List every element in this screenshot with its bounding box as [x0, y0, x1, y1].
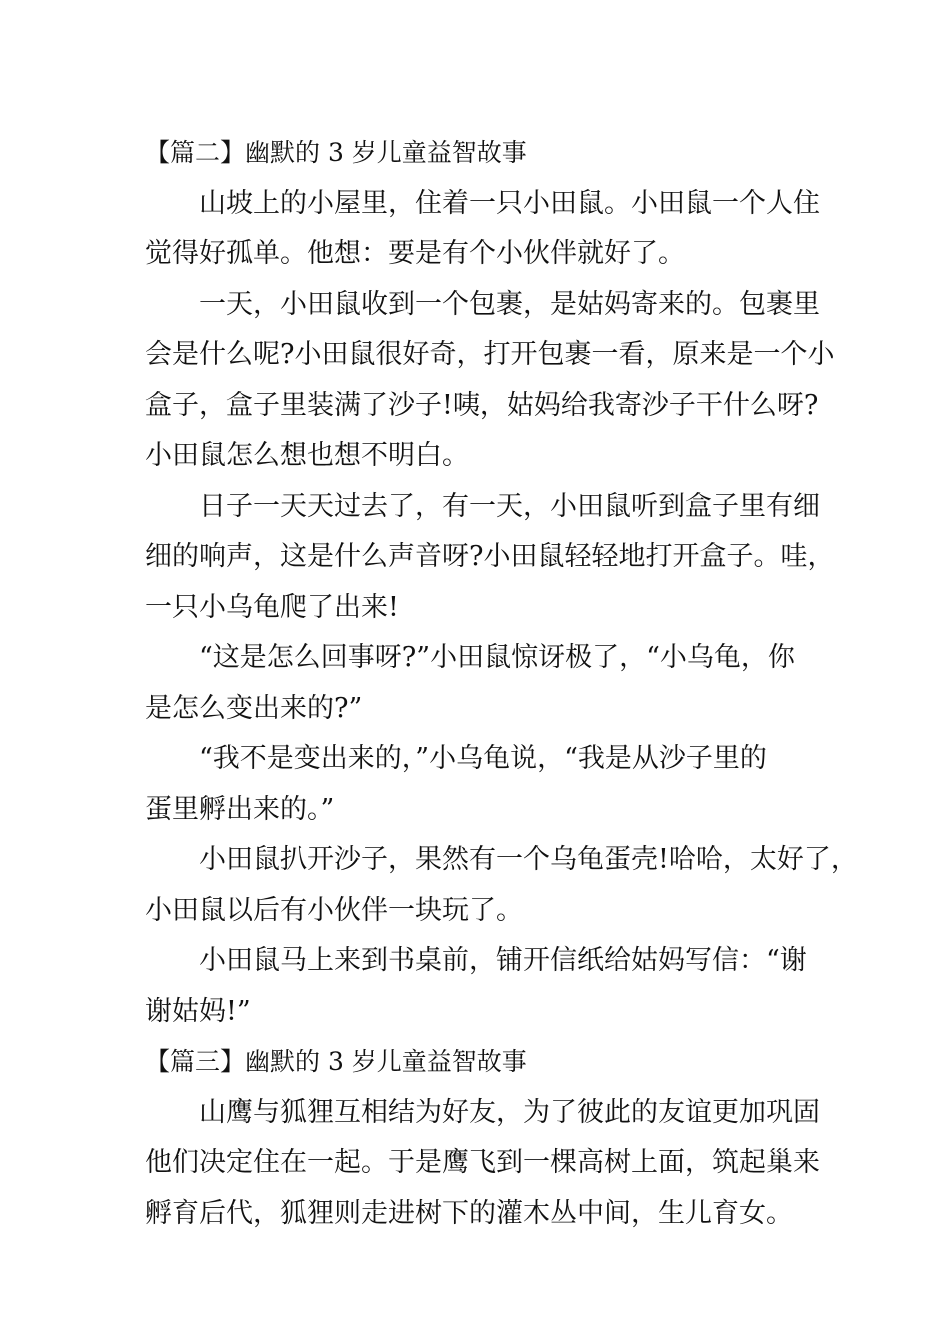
paragraph-line: 蛋里孵出来的。”: [145, 793, 335, 825]
paragraph: [145, 835, 858, 936]
paragraph-line: 盒子，盒子里装满了沙子!咦，姑妈给我寄沙子干什么呀?: [145, 389, 819, 421]
paragraph: [145, 179, 820, 280]
paragraph-line: 是怎么变出来的?”: [145, 692, 363, 724]
paragraph-line: 谢姑妈!”: [145, 995, 251, 1027]
paragraph: [145, 482, 835, 634]
section-heading: 【篇三】幽默的 3 岁儿童益智故事: [145, 1047, 527, 1076]
paragraph: [145, 633, 813, 734]
paragraph-line: 小田鼠怎么想也想不明白。: [145, 440, 469, 471]
paragraph-line: 小田鼠以后有小伙伴一块玩了。: [145, 894, 523, 926]
paragraph-line: 细的响声，这是什么声音呀?小田鼠轻轻地打开盒子。哇，: [145, 541, 835, 572]
paragraph-line: 一天，小田鼠收到一个包裹，是姑妈寄来的。包裹里: [199, 288, 820, 320]
paragraph-line: 觉得好孤单。他想：要是有个小伙伴就好了。: [145, 238, 685, 269]
paragraph: [145, 1088, 820, 1240]
paragraph-line: 孵育后代，狐狸则走进树下的灌木丛中间，生儿育女。: [145, 1197, 793, 1229]
paragraph-line: 他们决定住在一起。于是鹰飞到一棵高树上面，筑起巢来: [145, 1147, 820, 1178]
paragraph: [145, 936, 813, 1037]
paragraph-line: 日子一天天过去了，有一天，小田鼠听到盒子里有细: [199, 490, 820, 522]
document-body: [145, 128, 858, 1239]
paragraph-line: 小田鼠马上来到书桌前，铺开信纸给姑妈写信：“谢: [199, 945, 807, 976]
paragraph: [145, 734, 813, 835]
paragraph: [145, 280, 835, 482]
paragraph-line: 会是什么呢?小田鼠很好奇，打开包裹一看，原来是一个小: [145, 339, 835, 370]
paragraph-line: 一只小乌龟爬了出来!: [145, 591, 399, 623]
section-heading: 【篇二】幽默的 3 岁儿童益智故事: [145, 138, 527, 167]
paragraph-line: “这是怎么回事呀?”小田鼠惊讶极了，“小乌龟，你: [199, 642, 795, 673]
paragraph-line: 小田鼠扒开沙子，果然有一个乌龟蛋壳!哈哈，太好了，: [199, 844, 858, 875]
paragraph-line: 山坡上的小屋里，住着一只小田鼠。小田鼠一个人住: [199, 187, 820, 219]
paragraph-line: “我不是变出来的，”小乌龟说，“我是从沙子里的: [199, 743, 767, 774]
paragraph-line: 山鹰与狐狸互相结为好友，为了彼此的友谊更加巩固: [199, 1096, 820, 1128]
